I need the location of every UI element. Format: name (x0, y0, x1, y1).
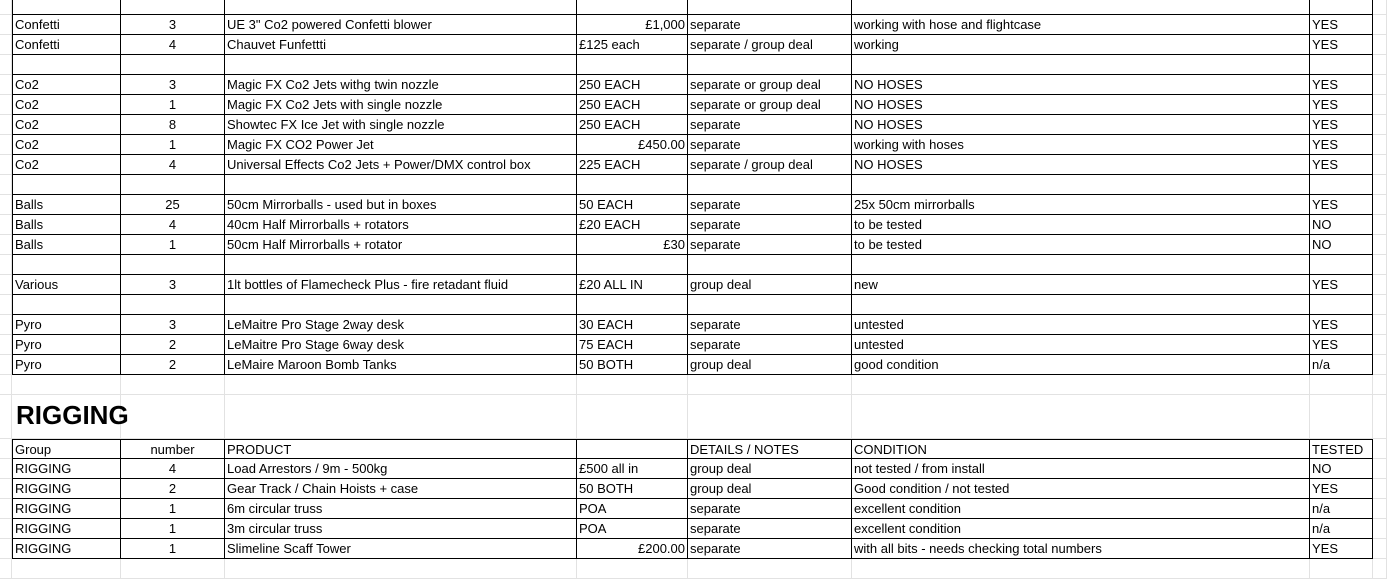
row-margin-cell[interactable] (1373, 235, 1387, 255)
empty-cell[interactable] (121, 295, 225, 315)
empty-cell[interactable] (121, 175, 225, 195)
cell-product[interactable]: Universal Effects Co2 Jets + Power/DMX control box (225, 155, 577, 175)
empty-cell[interactable] (1310, 295, 1373, 315)
cell-number[interactable]: 2 (121, 355, 225, 375)
cell-condition[interactable]: not tested / from install (852, 459, 1310, 479)
cell-product[interactable]: Magic FX Co2 Jets withg twin nozzle (225, 75, 577, 95)
cell-tested[interactable]: NO (1310, 459, 1373, 479)
empty-cell[interactable] (12, 295, 121, 315)
cell-group[interactable]: Co2 (12, 155, 121, 175)
cell-price[interactable]: 50 EACH (577, 195, 688, 215)
cell-tested[interactable]: YES (1310, 275, 1373, 295)
cell-group[interactable]: Pyro (12, 315, 121, 335)
row-margin-cell[interactable] (1373, 55, 1387, 75)
cell-tested[interactable]: YES (1310, 75, 1373, 95)
row-margin-cell[interactable] (0, 315, 12, 335)
cell-tested[interactable]: n/a (1310, 499, 1373, 519)
row-margin-cell[interactable] (0, 479, 12, 499)
empty-cell[interactable] (121, 395, 225, 439)
cell-number[interactable]: 1 (121, 519, 225, 539)
cell-number[interactable]: 1 (121, 95, 225, 115)
cell-number[interactable]: 2 (121, 479, 225, 499)
empty-cell[interactable] (577, 175, 688, 195)
cell-details[interactable]: separate (688, 519, 852, 539)
empty-cell[interactable] (852, 375, 1310, 395)
cell-number[interactable]: 3 (121, 15, 225, 35)
cell-product[interactable]: LeMaire Maroon Bomb Tanks (225, 355, 577, 375)
cell-product[interactable]: Magic FX CO2 Power Jet (225, 135, 577, 155)
cell-group[interactable]: Various (12, 275, 121, 295)
cell-condition[interactable]: to be tested (852, 215, 1310, 235)
row-margin-cell[interactable] (1373, 439, 1387, 459)
cell-group[interactable]: Co2 (12, 135, 121, 155)
header-number[interactable]: number (121, 439, 225, 459)
empty-cell[interactable] (577, 0, 688, 15)
cell-price[interactable]: 50 BOTH (577, 355, 688, 375)
empty-cell[interactable] (688, 255, 852, 275)
cell-price[interactable]: 225 EACH (577, 155, 688, 175)
cell-price[interactable]: 250 EACH (577, 115, 688, 135)
cell-price[interactable]: 75 EACH (577, 335, 688, 355)
empty-cell[interactable] (852, 559, 1310, 579)
cell-number[interactable]: 3 (121, 315, 225, 335)
empty-cell[interactable] (12, 255, 121, 275)
row-margin-cell[interactable] (0, 355, 12, 375)
cell-product[interactable]: Slimeline Scaff Tower (225, 539, 577, 559)
row-margin-cell[interactable] (1373, 155, 1387, 175)
empty-cell[interactable] (225, 295, 577, 315)
header-tested[interactable]: TESTED (1310, 439, 1373, 459)
row-margin-cell[interactable] (0, 335, 12, 355)
cell-product[interactable]: UE 3" Co2 powered Confetti blower (225, 15, 577, 35)
cell-number[interactable]: 4 (121, 215, 225, 235)
cell-condition[interactable]: good condition (852, 355, 1310, 375)
cell-tested[interactable]: YES (1310, 135, 1373, 155)
row-margin-cell[interactable] (0, 275, 12, 295)
cell-number[interactable]: 1 (121, 539, 225, 559)
cell-details[interactable]: separate or group deal (688, 75, 852, 95)
cell-condition[interactable]: NO HOSES (852, 75, 1310, 95)
empty-cell[interactable] (12, 55, 121, 75)
cell-condition[interactable]: NO HOSES (852, 95, 1310, 115)
cell-tested[interactable]: NO (1310, 235, 1373, 255)
cell-group[interactable]: Balls (12, 195, 121, 215)
empty-cell[interactable] (12, 175, 121, 195)
empty-cell[interactable] (688, 375, 852, 395)
cell-details[interactable]: separate (688, 235, 852, 255)
empty-cell[interactable] (121, 0, 225, 15)
header-price[interactable] (577, 439, 688, 459)
cell-tested[interactable]: n/a (1310, 519, 1373, 539)
cell-tested[interactable]: YES (1310, 539, 1373, 559)
cell-product[interactable]: Gear Track / Chain Hoists + case (225, 479, 577, 499)
row-margin-cell[interactable] (0, 135, 12, 155)
header-group[interactable]: Group (12, 439, 121, 459)
cell-price[interactable]: £200.00 (577, 539, 688, 559)
row-margin-cell[interactable] (1373, 295, 1387, 315)
cell-condition[interactable]: NO HOSES (852, 155, 1310, 175)
cell-group[interactable]: Confetti (12, 15, 121, 35)
row-margin-cell[interactable] (1373, 275, 1387, 295)
empty-cell[interactable] (577, 375, 688, 395)
header-condition[interactable]: CONDITION (852, 439, 1310, 459)
empty-cell[interactable] (1310, 559, 1373, 579)
cell-group[interactable]: Confetti (12, 35, 121, 55)
section-heading: RIGGING (12, 395, 121, 439)
cell-group[interactable]: Co2 (12, 95, 121, 115)
cell-details[interactable]: group deal (688, 459, 852, 479)
cell-number[interactable]: 8 (121, 115, 225, 135)
cell-details[interactable]: group deal (688, 355, 852, 375)
cell-number[interactable]: 3 (121, 75, 225, 95)
cell-product[interactable]: 50cm Half Mirrorballs + rotator (225, 235, 577, 255)
cell-group[interactable]: RIGGING (12, 479, 121, 499)
cell-product[interactable]: 50cm Mirrorballs - used but in boxes (225, 195, 577, 215)
cell-details[interactable]: separate (688, 335, 852, 355)
cell-number[interactable]: 4 (121, 459, 225, 479)
empty-cell[interactable] (852, 395, 1310, 439)
row-margin-cell[interactable] (0, 499, 12, 519)
cell-price[interactable]: 250 EACH (577, 75, 688, 95)
empty-cell[interactable] (12, 559, 121, 579)
row-margin-cell[interactable] (1373, 195, 1387, 215)
cell-number[interactable]: 4 (121, 35, 225, 55)
cell-condition[interactable]: untested (852, 335, 1310, 355)
empty-cell[interactable] (1310, 395, 1373, 439)
row-margin-cell[interactable] (0, 155, 12, 175)
empty-cell[interactable] (121, 375, 225, 395)
row-margin-cell[interactable] (1373, 115, 1387, 135)
row-margin-cell[interactable] (1373, 0, 1387, 15)
cell-number[interactable]: 25 (121, 195, 225, 215)
cell-tested[interactable]: YES (1310, 15, 1373, 35)
cell-details[interactable]: separate (688, 135, 852, 155)
cell-number[interactable]: 1 (121, 135, 225, 155)
cell-condition[interactable]: Good condition / not tested (852, 479, 1310, 499)
cell-price[interactable]: £450.00 (577, 135, 688, 155)
row-margin-cell[interactable] (1373, 499, 1387, 519)
cell-condition[interactable]: new (852, 275, 1310, 295)
empty-cell[interactable] (1310, 0, 1373, 15)
empty-cell[interactable] (852, 175, 1310, 195)
cell-group[interactable]: Balls (12, 235, 121, 255)
empty-cell[interactable] (577, 55, 688, 75)
row-margin-cell[interactable] (1373, 539, 1387, 559)
cell-product[interactable]: 40cm Half Mirrorballs + rotators (225, 215, 577, 235)
row-margin-cell[interactable] (0, 195, 12, 215)
cell-tested[interactable]: YES (1310, 479, 1373, 499)
cell-product[interactable]: 3m circular truss (225, 519, 577, 539)
empty-cell[interactable] (121, 55, 225, 75)
row-margin-cell[interactable] (1373, 35, 1387, 55)
cell-price[interactable]: £500 all in (577, 459, 688, 479)
row-margin-cell[interactable] (0, 539, 12, 559)
cell-price[interactable]: £1,000 (577, 15, 688, 35)
empty-cell[interactable] (577, 395, 688, 439)
row-margin-cell[interactable] (1373, 375, 1387, 395)
row-margin-cell[interactable] (0, 375, 12, 395)
row-margin-cell[interactable] (0, 215, 12, 235)
empty-cell[interactable] (121, 559, 225, 579)
empty-cell[interactable] (1310, 55, 1373, 75)
row-margin-cell[interactable] (0, 0, 12, 15)
cell-product[interactable]: LeMaitre Pro Stage 2way desk (225, 315, 577, 335)
row-margin-cell[interactable] (0, 175, 12, 195)
empty-cell[interactable] (225, 375, 577, 395)
cell-condition[interactable]: excellent condition (852, 519, 1310, 539)
header-product[interactable]: PRODUCT (225, 439, 577, 459)
cell-tested[interactable]: YES (1310, 195, 1373, 215)
row-margin-cell[interactable] (0, 75, 12, 95)
empty-cell[interactable] (121, 255, 225, 275)
cell-product[interactable]: Showtec FX Ice Jet with single nozzle (225, 115, 577, 135)
empty-cell[interactable] (852, 295, 1310, 315)
cell-tested[interactable]: YES (1310, 35, 1373, 55)
row-margin-cell[interactable] (1373, 459, 1387, 479)
cell-product[interactable]: Magic FX Co2 Jets with single nozzle (225, 95, 577, 115)
cell-price[interactable]: 50 BOTH (577, 479, 688, 499)
cell-details[interactable]: separate / group deal (688, 35, 852, 55)
cell-group[interactable]: RIGGING (12, 539, 121, 559)
cell-details[interactable]: separate (688, 499, 852, 519)
cell-price[interactable]: 250 EACH (577, 95, 688, 115)
row-margin-cell[interactable] (1373, 559, 1387, 579)
cell-price[interactable]: £20 EACH (577, 215, 688, 235)
cell-condition[interactable]: working (852, 35, 1310, 55)
cell-details[interactable]: group deal (688, 275, 852, 295)
cell-product[interactable]: 6m circular truss (225, 499, 577, 519)
row-margin-cell[interactable] (0, 115, 12, 135)
cell-details[interactable]: separate or group deal (688, 95, 852, 115)
cell-price[interactable]: POA (577, 499, 688, 519)
empty-cell[interactable] (577, 295, 688, 315)
cell-number[interactable]: 4 (121, 155, 225, 175)
cell-details[interactable]: group deal (688, 479, 852, 499)
empty-cell[interactable] (577, 255, 688, 275)
cell-tested[interactable]: NO (1310, 215, 1373, 235)
empty-cell[interactable] (225, 0, 577, 15)
cell-number[interactable]: 2 (121, 335, 225, 355)
row-margin-cell[interactable] (0, 255, 12, 275)
cell-price[interactable]: £20 ALL IN (577, 275, 688, 295)
cell-group[interactable]: Co2 (12, 75, 121, 95)
row-margin-cell[interactable] (1373, 75, 1387, 95)
cell-group[interactable]: Balls (12, 215, 121, 235)
row-margin-cell[interactable] (1373, 95, 1387, 115)
empty-cell[interactable] (688, 559, 852, 579)
cell-condition[interactable]: to be tested (852, 235, 1310, 255)
row-margin-cell[interactable] (1373, 315, 1387, 335)
cell-condition[interactable]: 25x 50cm mirrorballs (852, 195, 1310, 215)
cell-price[interactable]: POA (577, 519, 688, 539)
cell-number[interactable]: 3 (121, 275, 225, 295)
cell-product[interactable]: LeMaitre Pro Stage 6way desk (225, 335, 577, 355)
empty-cell[interactable] (12, 0, 121, 15)
cell-details[interactable]: separate (688, 15, 852, 35)
empty-cell[interactable] (852, 255, 1310, 275)
row-margin-cell[interactable] (1373, 15, 1387, 35)
empty-cell[interactable] (225, 55, 577, 75)
row-margin-cell[interactable] (0, 439, 12, 459)
empty-cell[interactable] (577, 559, 688, 579)
empty-cell[interactable] (225, 395, 577, 439)
empty-cell[interactable] (852, 55, 1310, 75)
cell-product[interactable]: Load Arrestors / 9m - 500kg (225, 459, 577, 479)
cell-tested[interactable]: YES (1310, 95, 1373, 115)
empty-cell[interactable] (225, 175, 577, 195)
row-margin-cell[interactable] (1373, 395, 1387, 439)
cell-condition[interactable]: working with hose and flightcase (852, 15, 1310, 35)
cell-group[interactable]: RIGGING (12, 459, 121, 479)
cell-number[interactable]: 1 (121, 499, 225, 519)
empty-cell[interactable] (688, 295, 852, 315)
row-margin-cell[interactable] (0, 55, 12, 75)
empty-cell[interactable] (12, 375, 121, 395)
cell-condition[interactable]: with all bits - needs checking total numbers (852, 539, 1310, 559)
cell-condition[interactable]: NO HOSES (852, 115, 1310, 135)
row-margin-cell[interactable] (0, 559, 12, 579)
empty-cell[interactable] (688, 175, 852, 195)
row-margin-cell[interactable] (1373, 215, 1387, 235)
cell-group[interactable]: RIGGING (12, 499, 121, 519)
row-margin-cell[interactable] (1373, 479, 1387, 499)
cell-details[interactable]: separate / group deal (688, 155, 852, 175)
cell-group[interactable]: RIGGING (12, 519, 121, 539)
cell-group[interactable]: Co2 (12, 115, 121, 135)
cell-details[interactable]: separate (688, 539, 852, 559)
empty-cell[interactable] (1310, 375, 1373, 395)
empty-cell[interactable] (1310, 255, 1373, 275)
row-margin-cell[interactable] (1373, 135, 1387, 155)
row-margin-cell[interactable] (0, 295, 12, 315)
cell-details[interactable]: separate (688, 215, 852, 235)
cell-price[interactable]: £30 (577, 235, 688, 255)
cell-tested[interactable]: YES (1310, 315, 1373, 335)
row-margin-cell[interactable] (0, 519, 12, 539)
cell-condition[interactable]: working with hoses (852, 135, 1310, 155)
row-margin-cell[interactable] (1373, 335, 1387, 355)
cell-group[interactable]: Pyro (12, 355, 121, 375)
row-margin-cell[interactable] (0, 15, 12, 35)
empty-cell[interactable] (688, 55, 852, 75)
empty-cell[interactable] (688, 395, 852, 439)
empty-cell[interactable] (1310, 175, 1373, 195)
cell-details[interactable]: separate (688, 315, 852, 335)
cell-details[interactable]: separate (688, 115, 852, 135)
cell-number[interactable]: 1 (121, 235, 225, 255)
empty-cell[interactable] (852, 0, 1310, 15)
cell-details[interactable]: separate (688, 195, 852, 215)
cell-tested[interactable]: YES (1310, 155, 1373, 175)
row-margin-cell[interactable] (0, 235, 12, 255)
cell-price[interactable]: £125 each (577, 35, 688, 55)
row-margin-cell[interactable] (1373, 255, 1387, 275)
empty-cell[interactable] (225, 559, 577, 579)
cell-product[interactable]: Chauvet Funfettti (225, 35, 577, 55)
row-margin-cell[interactable] (1373, 519, 1387, 539)
row-margin-cell[interactable] (1373, 355, 1387, 375)
row-margin-cell[interactable] (0, 395, 12, 439)
empty-cell[interactable] (225, 255, 577, 275)
row-margin-cell[interactable] (0, 459, 12, 479)
header-details[interactable]: DETAILS / NOTES (688, 439, 852, 459)
cell-tested[interactable]: YES (1310, 335, 1373, 355)
row-margin-cell[interactable] (0, 95, 12, 115)
cell-condition[interactable]: excellent condition (852, 499, 1310, 519)
cell-condition[interactable]: untested (852, 315, 1310, 335)
row-margin-cell[interactable] (0, 35, 12, 55)
row-margin-cell[interactable] (1373, 175, 1387, 195)
cell-tested[interactable]: YES (1310, 115, 1373, 135)
cell-group[interactable]: Pyro (12, 335, 121, 355)
cell-product[interactable]: 1lt bottles of Flamecheck Plus - fire retadant fluid (225, 275, 577, 295)
cell-tested[interactable]: n/a (1310, 355, 1373, 375)
empty-cell[interactable] (688, 0, 852, 15)
cell-price[interactable]: 30 EACH (577, 315, 688, 335)
